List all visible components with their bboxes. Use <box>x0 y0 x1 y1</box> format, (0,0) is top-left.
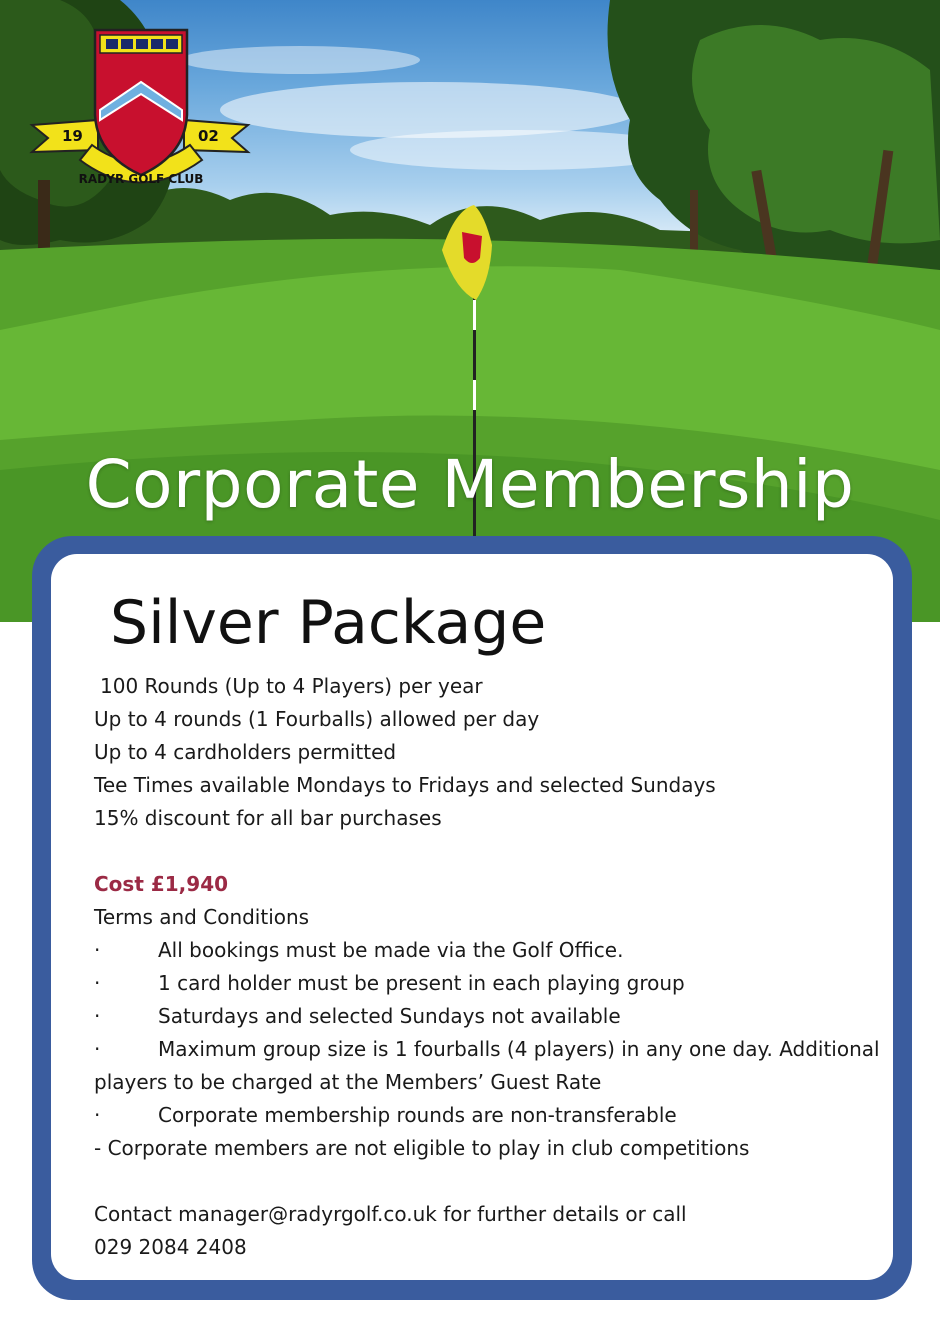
contact-line: Contact manager@radyrgolf.co.uk for further details or call <box>94 1202 687 1226</box>
term-non-transferable: Corporate membership rounds are non-transferable <box>158 1103 677 1127</box>
feature-rounds-per-day: Up to 4 rounds (1 Fourballs) allowed per day <box>94 707 540 731</box>
package-cost: Cost £1,940 <box>94 872 229 896</box>
feature-cardholders: Up to 4 cardholders permitted <box>94 740 397 764</box>
term-bullet: · <box>94 1037 101 1061</box>
term-group-size-continued: players to be charged at the Members’ Guest Rate <box>94 1070 602 1094</box>
term-bullet: · <box>94 971 101 995</box>
page-title: Corporate Membership <box>85 446 855 523</box>
logo-club-name: RADYR GOLF CLUB <box>78 172 204 186</box>
hero-image <box>0 0 940 622</box>
package-title: Silver Package <box>110 588 547 658</box>
term-bullet: · <box>94 1004 101 1028</box>
term-bookings: All bookings must be made via the Golf Office. <box>158 938 624 962</box>
logo-year-right: 02 <box>198 127 219 145</box>
feature-rounds: 100 Rounds (Up to 4 Players) per year <box>100 674 483 698</box>
term-saturdays: Saturdays and selected Sundays not available <box>158 1004 621 1028</box>
feature-bar-discount: 15% discount for all bar purchases <box>94 806 442 830</box>
term-competitions: - Corporate members are not eligible to play in club competitions <box>94 1136 750 1160</box>
logo-year-left: 19 <box>62 127 83 145</box>
terms-heading: Terms and Conditions <box>94 905 310 929</box>
contact-phone: 029 2084 2408 <box>94 1235 247 1259</box>
term-bullet: · <box>94 938 101 962</box>
term-card-holder: 1 card holder must be present in each playing group <box>158 971 685 995</box>
feature-tee-times: Tee Times available Mondays to Fridays and selected Sundays <box>94 773 716 797</box>
radyr-golf-club-logo <box>20 20 260 220</box>
term-bullet: · <box>94 1103 101 1127</box>
term-group-size: Maximum group size is 1 fourballs (4 players) in any one day. Additional <box>158 1037 880 1061</box>
